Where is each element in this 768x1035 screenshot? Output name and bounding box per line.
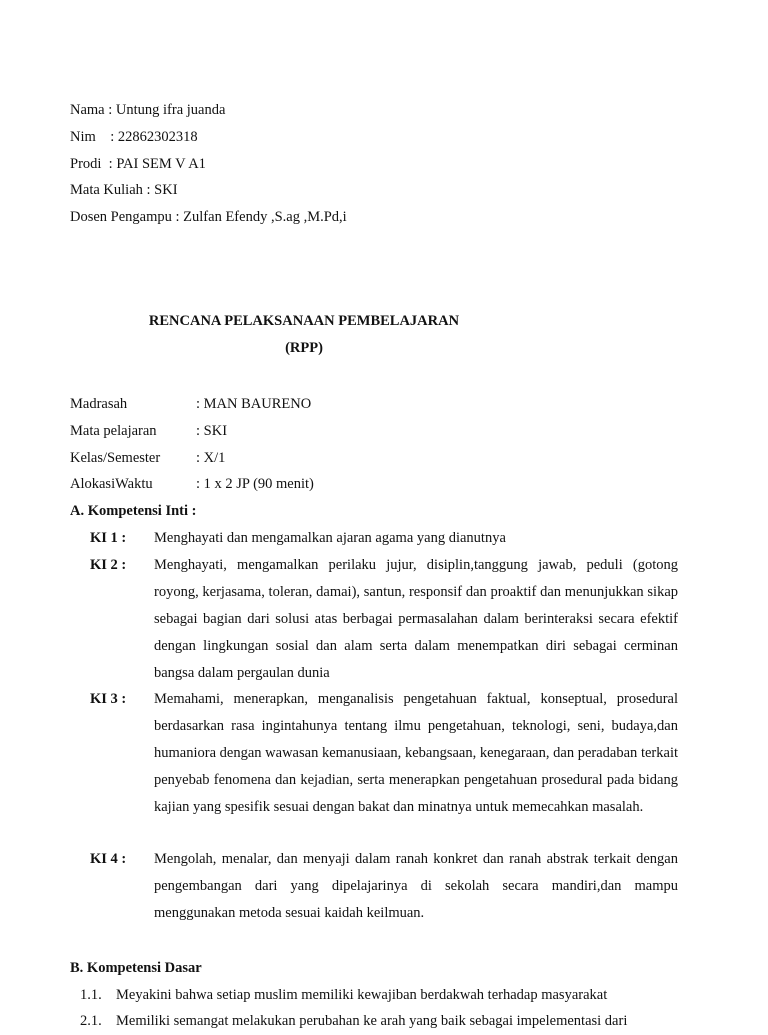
ki-text: Menghayati, mengamalkan perilaku jujur, disiplin,tanggung jawab, peduli (gotong royong, kerjasama, toleran, damai), santun, responsif dan proaktif dan menunjukkan sikap sebagai bagian dari solusi atas berbagai permasalahan dalam berinteraksi secara efektif dengan lingkungan sosial dan alam serta dalam menempatkan diri sebagai cerminan bangsa dalam pergaulan dunia — [154, 557, 678, 681]
info-label: Kelas/Semester — [70, 449, 161, 466]
kd-item — [80, 1008, 680, 1035]
info-row — [70, 391, 314, 418]
section-a-heading: A. Kompetensi Inti : — [70, 503, 197, 519]
info-value: : MAN BAURENO — [196, 396, 312, 412]
student-prodi: Prodi : PAI SEM V A1 — [70, 155, 206, 172]
info-row — [70, 471, 314, 498]
student-nim: Nim : 22862302318 — [70, 128, 198, 145]
student-lecturer: Dosen Pengampu : Zulfan Efendy ,S.ag ,M.Pd,i — [70, 209, 347, 226]
ki-item — [90, 525, 678, 552]
info-value: : 1 x 2 JP (90 menit) — [196, 476, 314, 493]
ki-item — [90, 686, 678, 821]
student-course: Mata Kuliah : SKI — [70, 182, 178, 199]
lesson-info — [70, 391, 314, 498]
ki-text: Mengolah, menalar, dan menyaji dalam ranah konkret dan ranah abstrak terkait dengan pengembangan dari yang dipelajarinya di sekolah secara mandiri,dan mampu menggunakan metoda sesuai kaidah keilmuan. — [154, 851, 678, 921]
ki-label: KI 1 : — [90, 530, 127, 546]
ki-item — [90, 846, 678, 927]
info-label: AlokasiWaktu — [70, 476, 153, 493]
student-name: Nama : Untung ifra juanda — [70, 102, 226, 118]
student-identity — [70, 97, 347, 231]
ki-label: KI 4 : — [90, 851, 127, 867]
ki-text: Memahami, menerapkan, menganalisis pengetahuan faktual, konseptual, prosedural berdasarkan rasa ingintahunya tentang ilmu pengetahuan, teknologi, seni, budaya,dan humaniora dengan wawasan kemanusiaan, kebangsaan, kenegaraan, dan peradaban terkait penyebab fenomena dan kejadian, serta menerapkan pengetahuan prosedural pada bidang kajian yang spesifik sesuai dengan bakat dan minatnya untuk memecahkan masalah. — [154, 691, 678, 815]
kd-number: 1.1. — [80, 987, 102, 1003]
ki-label: KI 3 : — [90, 691, 127, 707]
ki-item — [90, 552, 678, 687]
kd-text: Memiliki semangat melakukan perubahan ke arah yang baik sebagai impelementasi dari — [116, 1013, 628, 1029]
info-row — [70, 445, 314, 472]
info-value: : X/1 — [196, 449, 226, 466]
info-value: : SKI — [196, 422, 228, 439]
ki-label: KI 2 : — [90, 557, 127, 573]
section-b-heading: B. Kompetensi Dasar — [70, 960, 202, 976]
document-subtitle: (RPP) — [285, 340, 323, 356]
info-label: Mata pelajaran — [70, 422, 157, 439]
kd-item — [80, 982, 680, 1009]
info-label: Madrasah — [70, 396, 128, 412]
kd-text: Meyakini bahwa setiap muslim memiliki kewajiban berdakwah terhadap masyarakat — [116, 987, 608, 1003]
ki-text: Menghayati dan mengamalkan ajaran agama yang dianutnya — [154, 530, 506, 546]
document-title: RENCANA PELAKSANAAN PEMBELAJARAN — [148, 313, 460, 329]
info-row — [70, 418, 314, 445]
kd-number: 2.1. — [80, 1013, 102, 1029]
